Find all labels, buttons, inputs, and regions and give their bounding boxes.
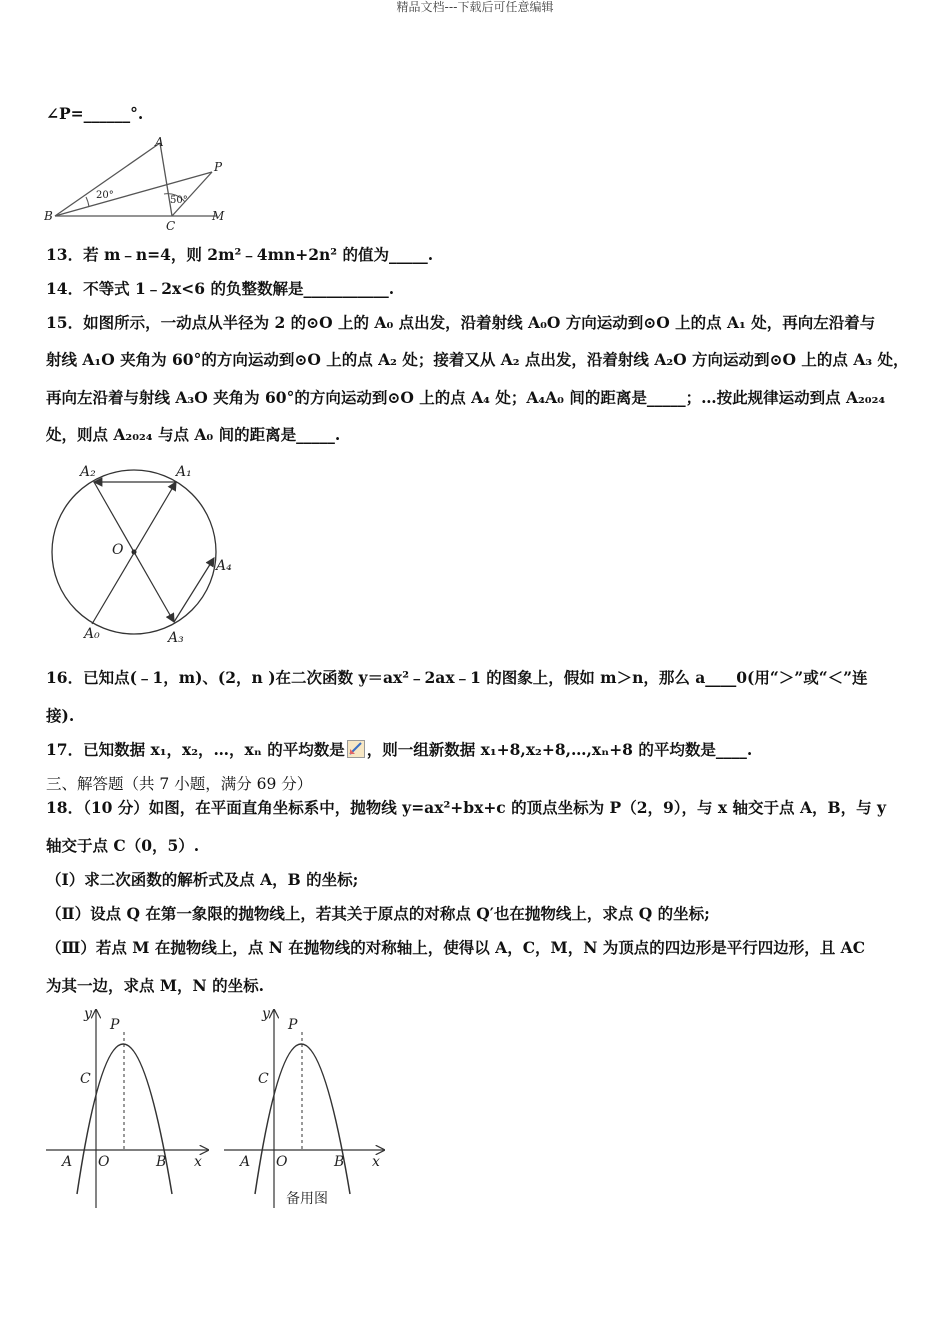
fig1-label-c: C [80, 1071, 91, 1087]
fig2-label-o: O [276, 1154, 288, 1170]
q15-circle-figure [48, 458, 244, 648]
fig2-label-a: A [240, 1154, 251, 1170]
q15-line2: 射线 A₁O 夹角为 60°的方向运动到⊙O 上的点 A₂ 处；接着又从 A₂ 点出发，沿着射线 A₂O 方向运动到⊙O 上的点 A₃ 处， [46, 350, 909, 369]
label-a0: A₀ [84, 626, 100, 642]
q18-backup-figure [222, 1004, 390, 1210]
q18-part3-line1: （Ⅲ）若点 M 在抛物线上，点 N 在抛物线的对称轴上，使得以 A，C，M，N 为顶点的四边形是平行四边形，且 AC [46, 938, 866, 957]
label-a4: A₄ [216, 558, 232, 574]
q16-line2: 接). [46, 706, 75, 725]
formula-image-icon [347, 740, 365, 758]
label-a3: A₃ [168, 630, 184, 646]
q13: 13．若 m﹣n=4，则 2m²﹣4mn+2n² 的值为_____. [46, 245, 434, 264]
q12-triangle-figure [44, 134, 234, 232]
label-c: C [166, 219, 176, 232]
label-p: P [214, 160, 223, 174]
backup-figure-caption: 备用图 [286, 1191, 328, 1207]
fig1-label-y: y [84, 1006, 92, 1022]
section-3-title: 三、解答题（共 7 小题，满分 69 分） [46, 775, 313, 793]
q12-answer-line: ∠P=______°. [46, 104, 144, 123]
fig1-label-p: P [110, 1017, 120, 1033]
q15-line3: 再向左沿着与射线 A₃O 夹角为 60°的方向运动到⊙O 上的点 A₄ 处；A₄A₀ 间的距离是_____；…按此规律运动到点 A₂₀₂₄ [46, 388, 886, 407]
label-a1: A₁ [176, 464, 192, 480]
label-a2: A₂ [80, 464, 96, 480]
q17-part1: 17．已知数据 x₁，x₂，…，xₙ 的平均数是 [46, 740, 345, 759]
angle-20: 20° [96, 190, 114, 201]
label-o: O [112, 542, 124, 558]
angle-50: 50° [170, 195, 188, 206]
fig1-label-a: A [62, 1154, 73, 1170]
fig1-label-x: x [194, 1154, 202, 1170]
label-a: A [155, 135, 164, 149]
fig2-label-c: C [258, 1071, 269, 1087]
fig1-label-b: B [156, 1154, 167, 1170]
q15-line4: 处，则点 A₂₀₂₄ 与点 A₀ 间的距离是_____. [46, 425, 341, 444]
q16-line1: 16．已知点(﹣1，m)、(2，n )在二次函数 y＝ax²﹣2ax﹣1 的图象上，假如 m＞n，那么 a____0(用“＞”或“＜”连 [46, 668, 868, 687]
label-b: B [44, 209, 53, 223]
q18-line2: 轴交于点 C（0，5）. [46, 836, 200, 855]
page-header: 精品文档---下载后可任意编辑 [396, 0, 554, 14]
q18-part1: （Ⅰ）求二次函数的解析式及点 A，B 的坐标; [46, 870, 359, 889]
fig2-label-b: B [334, 1154, 345, 1170]
q18-line1: 18．（10 分）如图，在平面直角坐标系中，抛物线 y=ax²+bx+c 的顶点坐标为 P（2，9），与 x 轴交于点 A，B，与 y [46, 798, 886, 817]
q17-part2: ，则一组新数据 x₁+8,x₂+8,…,xₙ+8 的平均数是____. [366, 740, 753, 759]
q17 [46, 740, 906, 760]
q18-parabola-figure [44, 1004, 214, 1210]
q18-part3-line2: 为其一边，求点 M，N 的坐标. [46, 976, 265, 995]
fig2-label-x: x [372, 1154, 380, 1170]
label-m: M [212, 209, 225, 223]
q18-part2: （Ⅱ）设点 Q 在第一象限的抛物线上，若其关于原点的对称点 Q′也在抛物线上，求点 Q 的坐标; [46, 904, 710, 923]
q14: 14．不等式 1﹣2x<6 的负整数解是___________. [46, 279, 395, 298]
fig2-label-p: P [288, 1017, 298, 1033]
q15-line1: 15．如图所示，一动点从半径为 2 的⊙O 上的 A₀ 点出发，沿着射线 A₀O 方向运动到⊙O 上的点 A₁ 处，再向左沿着与 [46, 313, 876, 332]
fig1-label-o: O [98, 1154, 110, 1170]
fig2-label-y: y [262, 1006, 270, 1022]
